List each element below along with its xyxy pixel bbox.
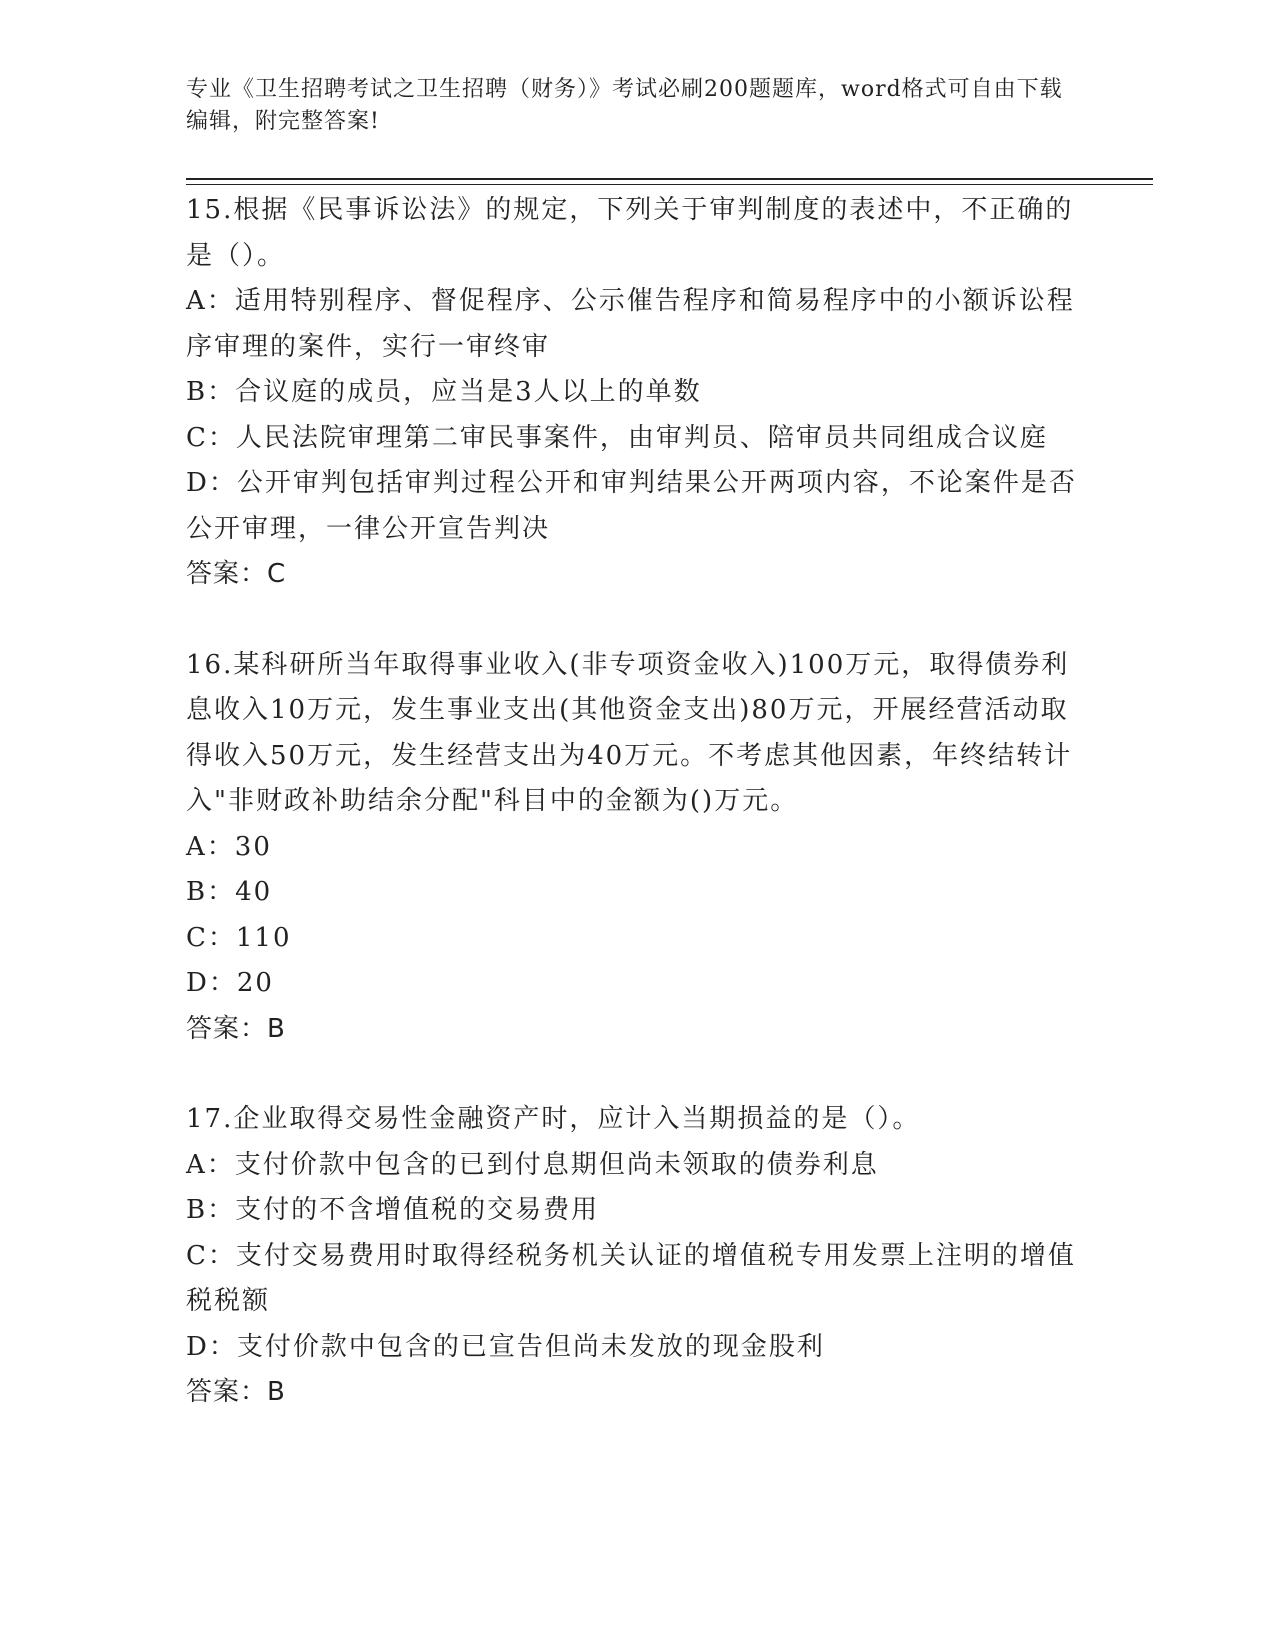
option-b: B：40	[186, 877, 273, 907]
option-d: D：公开审判包括审判过程公开和审判结果公开两项内容，不论案件是否公开审理，一律公开宣告判决	[186, 468, 1077, 544]
option-a: A：支付价款中包含的已到付息期但尚未领取的债券利息	[186, 1149, 879, 1180]
option-b: B：合议庭的成员，应当是3人以上的单数	[186, 377, 702, 407]
answer-line: 答案：B	[186, 1013, 286, 1044]
question-stem: 16.某科研所当年取得事业收入(非专项资金收入)100万元，取得债券利息收入10万元，发生事业支出(其他资金支出)80万元，开展经营活动取得收入50万元，发生经营支出为40万元。不考虑其他因素，年终结转计入"非财政补助结余分配"科目中的金额为()万元。	[186, 649, 1073, 816]
question-15	[186, 188, 1086, 598]
question-list	[186, 188, 1086, 1416]
option-d: D：支付价款中包含的已宣告但尚未发放的现金股利	[186, 1331, 825, 1362]
option-a: A：适用特别程序、督促程序、公示催告程序和简易程序中的小额诉讼程序审理的案件，实行一审终审	[186, 286, 1075, 362]
question-stem: 15.根据《民事诉讼法》的规定，下列关于审判制度的表述中，不正确的是（）。	[186, 195, 1074, 271]
answer-line: 答案：C	[186, 559, 287, 589]
header-divider-thick	[186, 178, 1153, 180]
option-a: A：30	[186, 831, 272, 862]
question-17	[186, 1097, 1086, 1416]
document-header: 专业《卫生招聘考试之卫生招聘（财务）》考试必刷200题题库，word格式可自由下载编辑，附完整答案!	[186, 77, 1063, 134]
option-c: C：110	[186, 922, 292, 953]
option-d: D：20	[186, 968, 274, 998]
option-c: C：人民法院审理第二审民事案件，由审判员、陪审员共同组成合议庭	[186, 422, 1048, 453]
question-16	[186, 643, 1086, 1053]
question-stem: 17.企业取得交易性金融资产时，应计入当期损益的是（）。	[186, 1104, 921, 1134]
answer-line: 答案：B	[186, 1377, 286, 1407]
option-b: B：支付的不含增值税的交易费用	[186, 1195, 600, 1225]
option-c: C：支付交易费用时取得经税务机关认证的增值税专用发票上注明的增值税税额	[186, 1240, 1076, 1316]
header-divider-thin	[186, 184, 1153, 185]
